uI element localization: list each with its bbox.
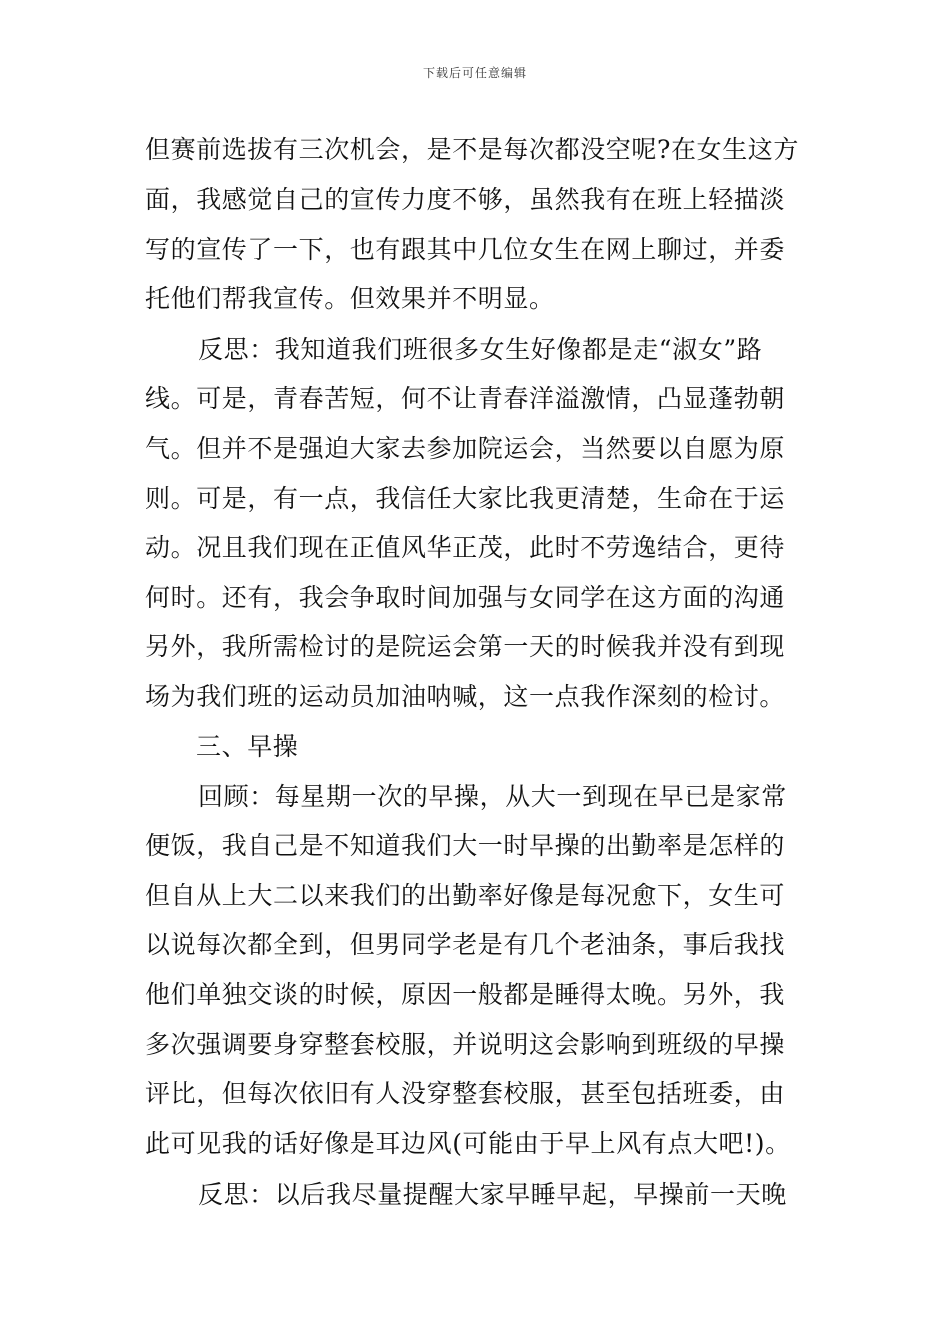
text-line: 但自从上大二以来我们的出勤率好像是每况愈下，女生可 <box>145 881 786 910</box>
text-line: 面，我感觉自己的宣传力度不够，虽然我有在班上轻描淡 <box>145 185 786 214</box>
text-line: 反思：我知道我们班很多女生好像都是走“淑女”路 <box>198 335 763 364</box>
text-line: 线。可是，青春苦短，何不让青春洋溢激情，凸显蓬勃朝 <box>145 384 786 413</box>
section-heading: 三、早操 <box>196 732 299 761</box>
text-line: 动。况且我们现在正值风华正茂，此时不劳逸结合，更待 <box>145 533 786 562</box>
text-line: 多次强调要身穿整套校服，并说明这会影响到班级的早操 <box>145 1030 786 1059</box>
text-line: 便饭，我自己是不知道我们大一时早操的出勤率是怎样的 <box>145 831 786 860</box>
page-header-note: 下载后可任意编辑 <box>422 66 527 80</box>
text-line: 以说每次都全到，但男同学老是有几个老油条，事后我找 <box>145 930 786 959</box>
text-line: 但赛前选拔有三次机会，是不是每次都没空呢?在女生这方 <box>145 135 800 164</box>
text-line: 另外，我所需检讨的是院运会第一天的时候我并没有到现 <box>145 632 786 661</box>
text-line: 此可见我的话好像是耳边风(可能由于早上风有点大吧!)。 <box>145 1129 791 1158</box>
text-line: 他们单独交谈的时候，原因一般都是睡得太晚。另外，我 <box>145 980 786 1009</box>
text-line: 托他们帮我宣传。但效果并不明显。 <box>145 284 555 313</box>
text-line: 写的宣传了一下，也有跟其中几位女生在网上聊过，并委 <box>145 235 786 264</box>
text-line: 则。可是，有一点，我信任大家比我更清楚，生命在于运 <box>145 484 786 513</box>
text-line: 反思：以后我尽量提醒大家早睡早起，早操前一天晚 <box>198 1180 787 1209</box>
text-line: 场为我们班的运动员加油呐喊，这一点我作深刻的检讨。 <box>145 682 786 711</box>
text-line: 评比，但每次依旧有人没穿整套校服，甚至包括班委，由 <box>145 1079 786 1108</box>
text-line: 气。但并不是强迫大家去参加院运会，当然要以自愿为原 <box>145 434 786 463</box>
text-line: 回顾：每星期一次的早操，从大一到现在早已是家常 <box>198 782 787 811</box>
text-line: 何时。还有，我会争取时间加强与女同学在这方面的沟通 <box>145 583 786 612</box>
